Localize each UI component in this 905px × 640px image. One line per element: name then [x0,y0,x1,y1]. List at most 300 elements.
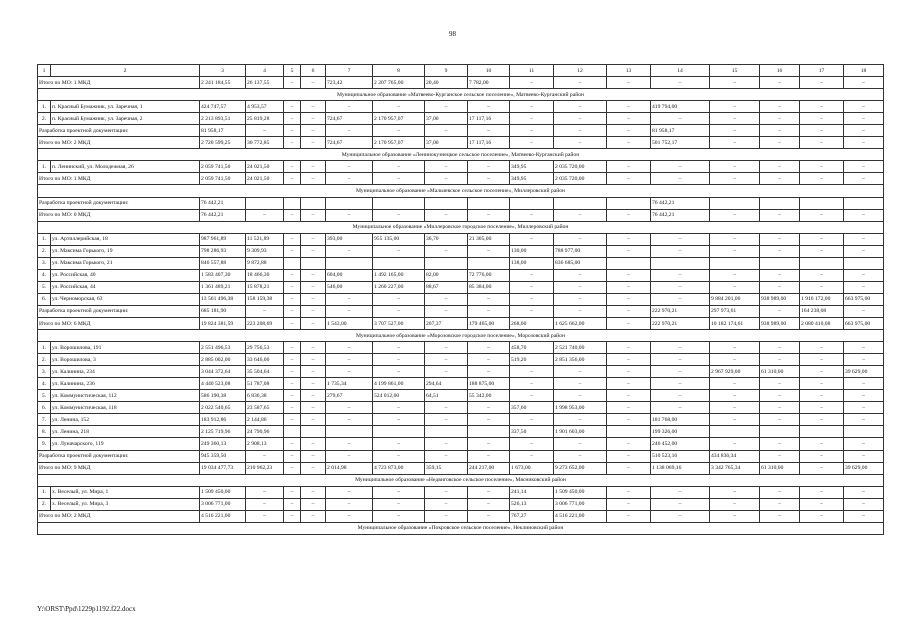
address-cell: ул. Артиллерийская, 18 [51,233,200,245]
value-cell: – [651,390,710,402]
value-cell: 1 260 227,00 [373,281,425,293]
value-cell: – [844,305,884,317]
value-cell: – [425,209,468,221]
value-cell: – [425,293,468,305]
value-cell: – [284,450,301,462]
value-cell: – [710,125,760,137]
row-number: 7. [38,414,51,426]
value-cell: – [607,450,651,462]
value-cell: – [301,173,326,185]
value-cell: – [607,125,651,137]
value-cell: – [607,378,651,390]
value-cell: – [607,317,651,329]
value-cell: – [284,498,301,510]
value-cell: 1 673,00 [510,462,554,474]
total-row [38,462,884,474]
value-cell: 20,40 [425,77,468,89]
value-cell: – [326,342,373,354]
header-row [38,65,884,77]
total-row [38,209,884,221]
value-cell: – [284,245,301,257]
value-cell: 4 516 221,00 [554,510,607,522]
value-cell: 955 135,00 [373,233,425,245]
value-cell: 249 360,13 [200,438,246,450]
value-cell: – [710,390,760,402]
value-cell [373,197,425,209]
value-cell: 524 012,00 [373,390,425,402]
value-cell [425,197,468,209]
value-cell: – [800,498,844,510]
value-cell: – [284,137,301,149]
value-cell: – [301,414,326,426]
value-cell: – [760,414,800,426]
value-cell: – [284,438,301,450]
value-cell: – [373,173,425,185]
value-cell [607,197,651,209]
value-cell: – [284,113,301,125]
value-cell: – [800,342,844,354]
value-cell: 3 342 765,34 [710,462,760,474]
value-cell: 13 561 496,38 [200,293,246,305]
address-cell: п. Красный Бумажник, ул. Заречная, 2 [51,113,200,125]
total-row [38,510,884,522]
value-cell: – [468,305,510,317]
value-cell [607,257,651,269]
value-cell: – [510,209,554,221]
value-cell: 2 014,98 [326,462,373,474]
value-cell: 1 509 450,00 [200,486,246,498]
value-cell [760,426,800,438]
value-cell: – [301,269,326,281]
row-number: 1. [38,342,51,354]
value-cell: – [800,390,844,402]
value-cell: – [651,402,710,414]
value-cell: – [301,510,326,522]
value-cell: 938 989,00 [760,317,800,329]
municipality-section-row [38,522,884,534]
municipality-title: Муниципальное образование «Морозовское городское поселение», Морозовский район [38,330,884,342]
column-number-header: 10 [468,65,510,77]
value-cell: – [425,161,468,173]
value-cell: – [760,450,800,462]
value-cell: 21 305,00 [468,233,510,245]
value-cell: – [301,77,326,89]
value-cell: – [651,161,710,173]
value-cell: – [510,450,554,462]
value-cell: – [326,402,373,414]
value-cell [326,257,373,269]
value-cell: 9 309,93 [246,245,284,257]
value-cell: 138,00 [510,257,554,269]
value-cell: – [760,354,800,366]
value-cell: – [651,77,710,89]
value-cell: – [554,101,607,113]
total-label: Разработка проектной документации: [38,450,200,462]
value-cell: – [510,378,554,390]
column-number-header: 8 [373,65,425,77]
value-cell: 724,67 [326,137,373,149]
value-cell: – [425,101,468,113]
column-number-header: 11 [510,65,554,77]
value-cell: – [760,281,800,293]
value-cell: – [710,354,760,366]
total-row [38,305,884,317]
value-cell: 37,00 [425,113,468,125]
value-cell: – [301,293,326,305]
value-cell: – [760,378,800,390]
value-cell: – [510,438,554,450]
address-cell: ул. Калинина, 236 [51,378,200,390]
value-cell: – [425,245,468,257]
value-cell [760,257,800,269]
value-cell: – [607,101,651,113]
value-cell: – [844,113,884,125]
value-cell: – [800,462,844,474]
address-cell: ул. Коммунистическая, 112 [51,390,200,402]
value-cell: – [373,438,425,450]
value-cell: 246 452,00 [651,438,710,450]
value-cell: – [710,137,760,149]
value-cell: – [710,510,760,522]
value-cell: – [284,281,301,293]
value-cell: – [468,366,510,378]
value-cell: – [373,354,425,366]
value-cell: – [373,498,425,510]
table-row [38,233,884,245]
municipality-title: Муниципальное образование «Мальчевское сельское поселение», Миллеровский район [38,185,884,197]
value-cell: – [326,173,373,185]
value-cell: – [301,113,326,125]
value-cell: 4 516 221,00 [200,510,246,522]
value-cell: – [710,245,760,257]
column-number-header: 16 [760,65,800,77]
value-cell [373,426,425,438]
value-cell: – [425,450,468,462]
value-cell: – [554,209,607,221]
value-cell: – [760,510,800,522]
value-cell: – [326,293,373,305]
value-cell: – [510,113,554,125]
value-cell: – [284,486,301,498]
value-cell: – [607,414,651,426]
value-cell: 164 238,08 [800,305,844,317]
row-number: 4. [38,269,51,281]
value-cell: 7 782,00 [468,77,510,89]
table-row [38,354,884,366]
value-cell: – [710,498,760,510]
value-cell: – [760,209,800,221]
value-cell: – [425,173,468,185]
table-row [38,293,884,305]
total-label: Итого по МО: 2 МКД [38,137,200,149]
value-cell: 181 768,00 [651,414,710,426]
value-cell: – [800,173,844,185]
value-cell: – [710,269,760,281]
value-cell: – [425,498,468,510]
value-cell: – [468,498,510,510]
table-row [38,486,884,498]
value-cell: – [326,161,373,173]
total-label: Итого по МО: 1 МКД [38,77,200,89]
total-label: Разработка проектной документации: [38,197,200,209]
value-cell: 279,67 [326,390,373,402]
value-cell: – [284,125,301,137]
address-cell: ул. Максима Горького, 19 [51,245,200,257]
address-cell: х. Веселый, ул. Мира, 1 [51,486,200,498]
value-cell: – [468,245,510,257]
value-cell: 2 059 741,50 [200,173,246,185]
value-cell: 82,00 [425,269,468,281]
value-cell: 25 819,28 [246,113,284,125]
value-cell: – [425,438,468,450]
value-cell: – [425,354,468,366]
row-number: 1. [38,486,51,498]
value-cell: 1 735,34 [326,378,373,390]
value-cell: – [425,305,468,317]
value-cell: 210 962,23 [246,462,284,474]
value-cell: 1 492 165,00 [373,269,425,281]
value-cell: – [510,390,554,402]
value-cell: – [284,209,301,221]
value-cell: – [425,510,468,522]
value-cell: – [844,510,884,522]
value-cell [800,426,844,438]
file-path-footer: Y:\ORST\Ppd\1229p1192.f22.docx [37,605,136,613]
value-cell: – [284,378,301,390]
table-row [38,269,884,281]
value-cell [246,197,284,209]
value-cell: 1 901 603,00 [554,426,607,438]
value-cell: – [844,498,884,510]
value-cell: 3 044 372,64 [200,366,246,378]
value-cell: – [468,486,510,498]
table-row [38,245,884,257]
value-cell: – [800,125,844,137]
value-cell: 2 035 720,00 [554,161,607,173]
row-number: 5. [38,281,51,293]
row-number: 2. [38,245,51,257]
table-row [38,161,884,173]
value-cell: – [800,113,844,125]
value-cell: – [607,366,651,378]
value-cell: 2 125 719,96 [200,426,246,438]
address-cell: ул. Ленина, 218 [51,426,200,438]
value-cell: 349,95 [510,173,554,185]
value-cell: – [607,486,651,498]
value-cell: 419 794,00 [651,101,710,113]
value-cell: – [800,486,844,498]
value-cell: 663 975,00 [844,293,884,305]
value-cell [844,197,884,209]
value-cell: 1 543,00 [326,317,373,329]
value-cell: – [651,378,710,390]
value-cell [284,257,301,269]
value-cell: – [800,366,844,378]
value-cell: – [510,77,554,89]
value-cell: 207,37 [425,317,468,329]
value-cell: – [373,402,425,414]
total-label: Итого по МО: 6 МКД [38,317,200,329]
value-cell: – [800,354,844,366]
value-cell: 2 207 765,00 [373,77,425,89]
value-cell: – [844,245,884,257]
value-cell: – [710,486,760,498]
value-cell: – [510,137,554,149]
value-cell: – [800,450,844,462]
value-cell: 685 181,90 [200,305,246,317]
value-cell: – [284,402,301,414]
value-cell: – [301,161,326,173]
value-cell: – [301,378,326,390]
value-cell: 393,00 [326,233,373,245]
total-label: Итого по МО: 1 МКД [38,173,200,185]
value-cell [284,197,301,209]
value-cell: – [510,269,554,281]
value-cell: – [844,269,884,281]
address-cell: ул. Ворошилова, 3 [51,354,200,366]
value-cell: 526,13 [510,498,554,510]
value-cell: – [301,342,326,354]
value-cell: – [607,402,651,414]
value-cell: – [800,209,844,221]
value-cell: – [844,77,884,89]
value-cell: – [468,161,510,173]
value-cell: 424 747,57 [200,101,246,113]
value-cell [425,426,468,438]
value-cell: – [844,414,884,426]
value-cell: 222 970,21 [651,305,710,317]
value-cell: – [301,366,326,378]
value-cell: 81 958,17 [200,125,246,137]
value-cell: – [800,137,844,149]
value-cell: 24 790,96 [246,426,284,438]
value-cell: 945 359,50 [200,450,246,462]
value-cell: 1 998 953,00 [554,402,607,414]
row-number: 1. [38,233,51,245]
value-cell: 35 504,64 [246,366,284,378]
value-cell: 76 442,21 [651,209,710,221]
value-cell [373,257,425,269]
column-number-header: 14 [651,65,710,77]
value-cell: 4 440 523,08 [200,378,246,390]
value-cell: 36,70 [425,233,468,245]
value-cell: 39 629,00 [844,462,884,474]
value-cell: – [284,77,301,89]
value-cell: 61 310,00 [760,462,800,474]
value-cell: – [554,233,607,245]
address-cell: ул. Ворошилова, 191 [51,342,200,354]
value-cell: – [710,113,760,125]
row-number: 9. [38,438,51,450]
value-cell: – [554,438,607,450]
value-cell: – [760,173,800,185]
value-cell: 37,00 [425,137,468,149]
value-cell [468,197,510,209]
total-row [38,450,884,462]
value-cell: – [326,101,373,113]
table-row [38,402,884,414]
value-cell: 434 836,34 [710,450,760,462]
value-cell: – [284,317,301,329]
value-cell: – [844,342,884,354]
table-row [38,366,884,378]
value-cell: – [554,450,607,462]
value-cell: – [800,233,844,245]
value-cell: 2 885 002,00 [200,354,246,366]
value-cell: – [607,498,651,510]
value-cell: – [373,414,425,426]
value-cell: 2 035 720,00 [554,173,607,185]
value-cell: 663 975,00 [844,317,884,329]
value-cell: – [554,113,607,125]
value-cell: – [510,281,554,293]
value-cell: 294,64 [425,378,468,390]
value-cell: – [844,450,884,462]
value-cell: – [246,450,284,462]
value-cell: 2 967 929,00 [710,366,760,378]
row-number: 5. [38,390,51,402]
address-cell: ул. Максима Горького, 21 [51,257,200,269]
table-row [38,113,884,125]
value-cell: 244 217,00 [468,462,510,474]
value-cell: – [760,113,800,125]
value-cell: 15 878,21 [246,281,284,293]
value-cell: – [246,486,284,498]
value-cell: 222 970,21 [651,317,710,329]
table-row [38,257,884,269]
value-cell: – [425,125,468,137]
value-cell: – [651,486,710,498]
value-cell: – [246,498,284,510]
value-cell: – [651,510,710,522]
value-cell: – [651,281,710,293]
column-number-header: 17 [800,65,844,77]
value-cell: – [710,378,760,390]
value-cell: 29 756,53 [246,342,284,354]
value-cell: – [607,137,651,149]
value-cell: – [651,342,710,354]
value-cell: – [710,402,760,414]
value-cell: – [651,233,710,245]
value-cell: – [554,390,607,402]
value-cell: 359,15 [425,462,468,474]
value-cell: – [710,414,760,426]
value-cell: – [710,438,760,450]
value-cell: – [284,510,301,522]
column-number-header: 9 [425,65,468,77]
value-cell [284,426,301,438]
value-cell: – [326,450,373,462]
value-cell: – [425,342,468,354]
value-cell: – [284,101,301,113]
value-cell: – [301,137,326,149]
value-cell: – [468,101,510,113]
value-cell: – [710,77,760,89]
value-cell: 88,67 [425,281,468,293]
value-cell: – [800,378,844,390]
row-number: 8. [38,426,51,438]
value-cell: – [760,245,800,257]
value-cell: – [554,305,607,317]
value-cell: 55 342,00 [468,390,510,402]
value-cell: – [373,486,425,498]
table-row [38,390,884,402]
value-cell: – [301,233,326,245]
value-cell: 3 707 527,00 [373,317,425,329]
value-cell: 76 442,21 [200,197,246,209]
value-cell: 33 646,00 [246,354,284,366]
value-cell [468,426,510,438]
